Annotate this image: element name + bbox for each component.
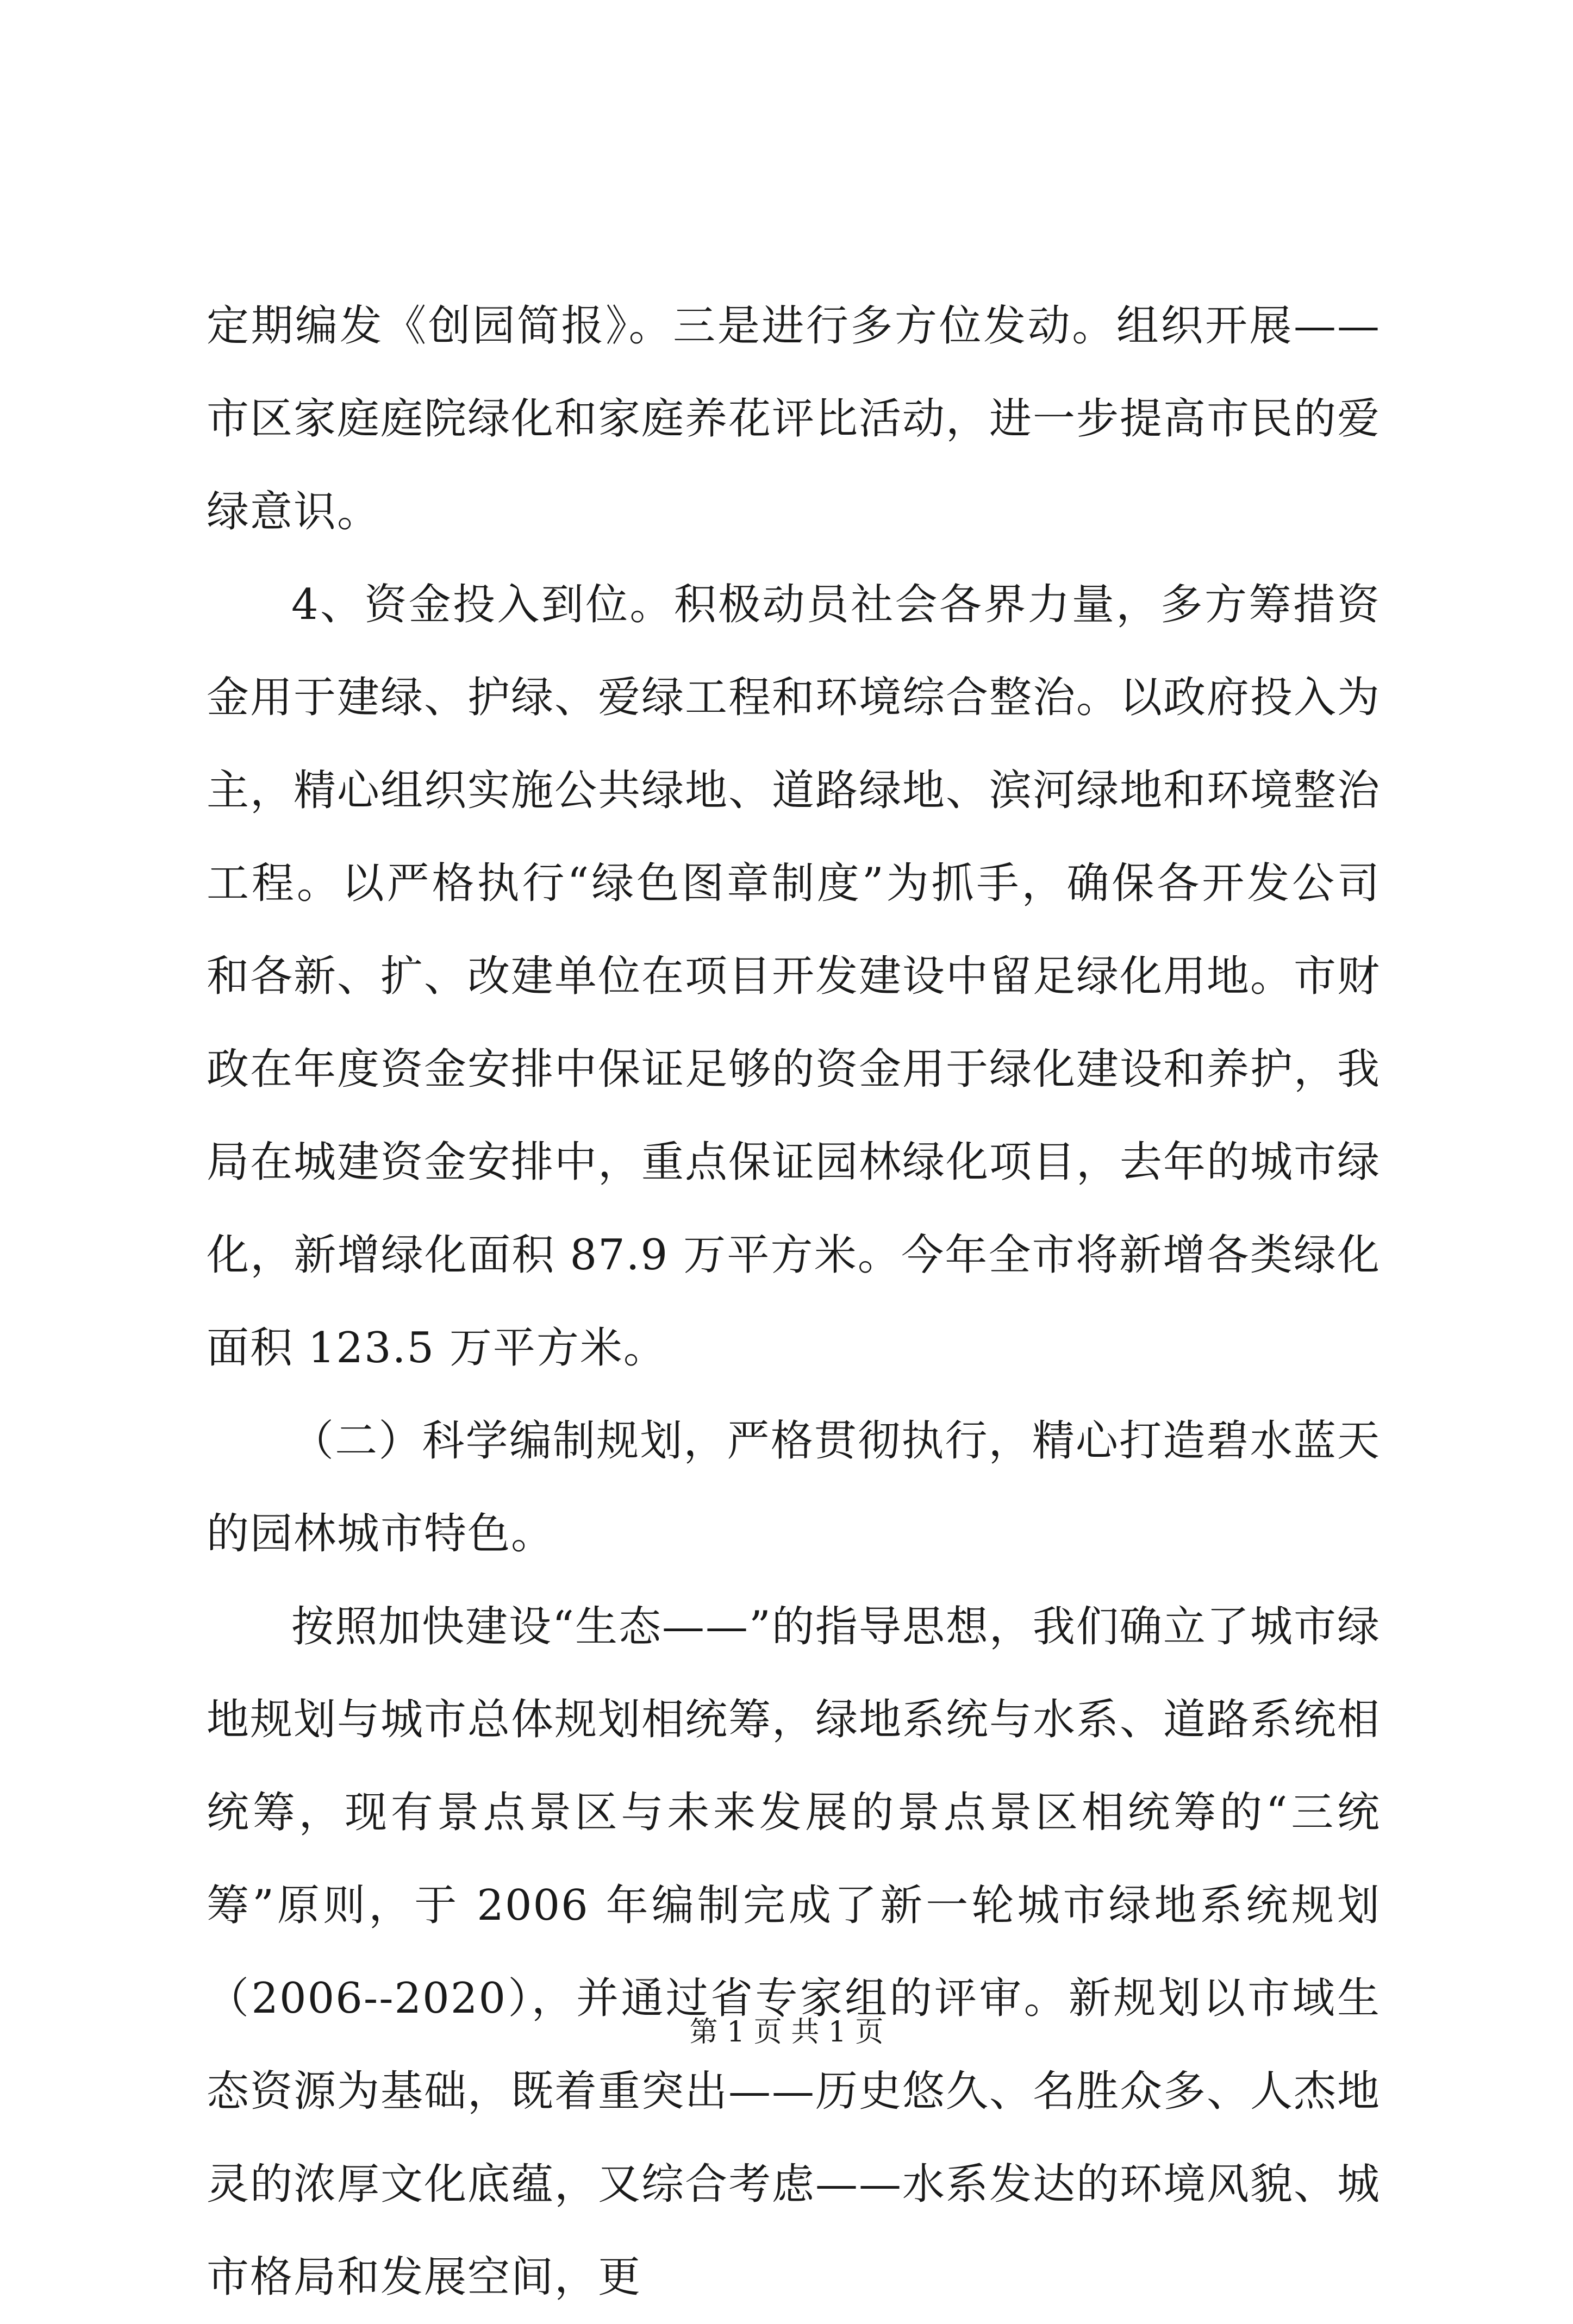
paragraph-4: 按照加快建设“生态——”的指导思想，我们确立了城市绿地规划与城市总体规划相统筹，绿地系统与水系、道路系统相统筹，现有景点景区与未来发展的景点景区相统筹的“三统筹”原则，于 2006 年编制完成了新一轮城市绿地系统规划（2006--2020），并通过省专家组的评审。新规划以市域生态资源为基础，既着重突出——历史悠久、名胜众多、人杰地灵的浓厚文化底蕴，又综合考虑——水系发达的环境风貌、城市格局和发展空间，更 — [207, 1602, 1381, 2302]
page-footer: 第 1 页 共 1 页 — [689, 2016, 884, 2049]
paragraph-3: （二）科学编制规划，严格贯彻执行，精心打造碧水蓝天的园林城市特色。 — [207, 1417, 1381, 1558]
paragraph-1: 定期编发《创园简报》。三是进行多方位发动。组织开展——市区家庭庭院绿化和家庭养花评比活动，进一步提高市民的爱绿意识。 — [207, 302, 1381, 536]
paragraph-2: 4、资金投入到位。积极动员社会各界力量，多方筹措资金用于建绿、护绿、爱绿工程和环境综合整治。以政府投入为主，精心组织实施公共绿地、道路绿地、滨河绿地和环境整治工程。以严格执行“绿色图章制度”为抓手，确保各开发公司和各新、扩、改建单位在项目开发建设中留足绿化用地。市财政在年度资金安排中保证足够的资金用于绿化建设和养护，我局在城建资金安排中，重点保证园林绿化项目，去年的城市绿化，新增绿化面积 87.9 万平方米。今年全市将新增各类绿化面积 123.5 万平方米。 — [207, 580, 1381, 1373]
